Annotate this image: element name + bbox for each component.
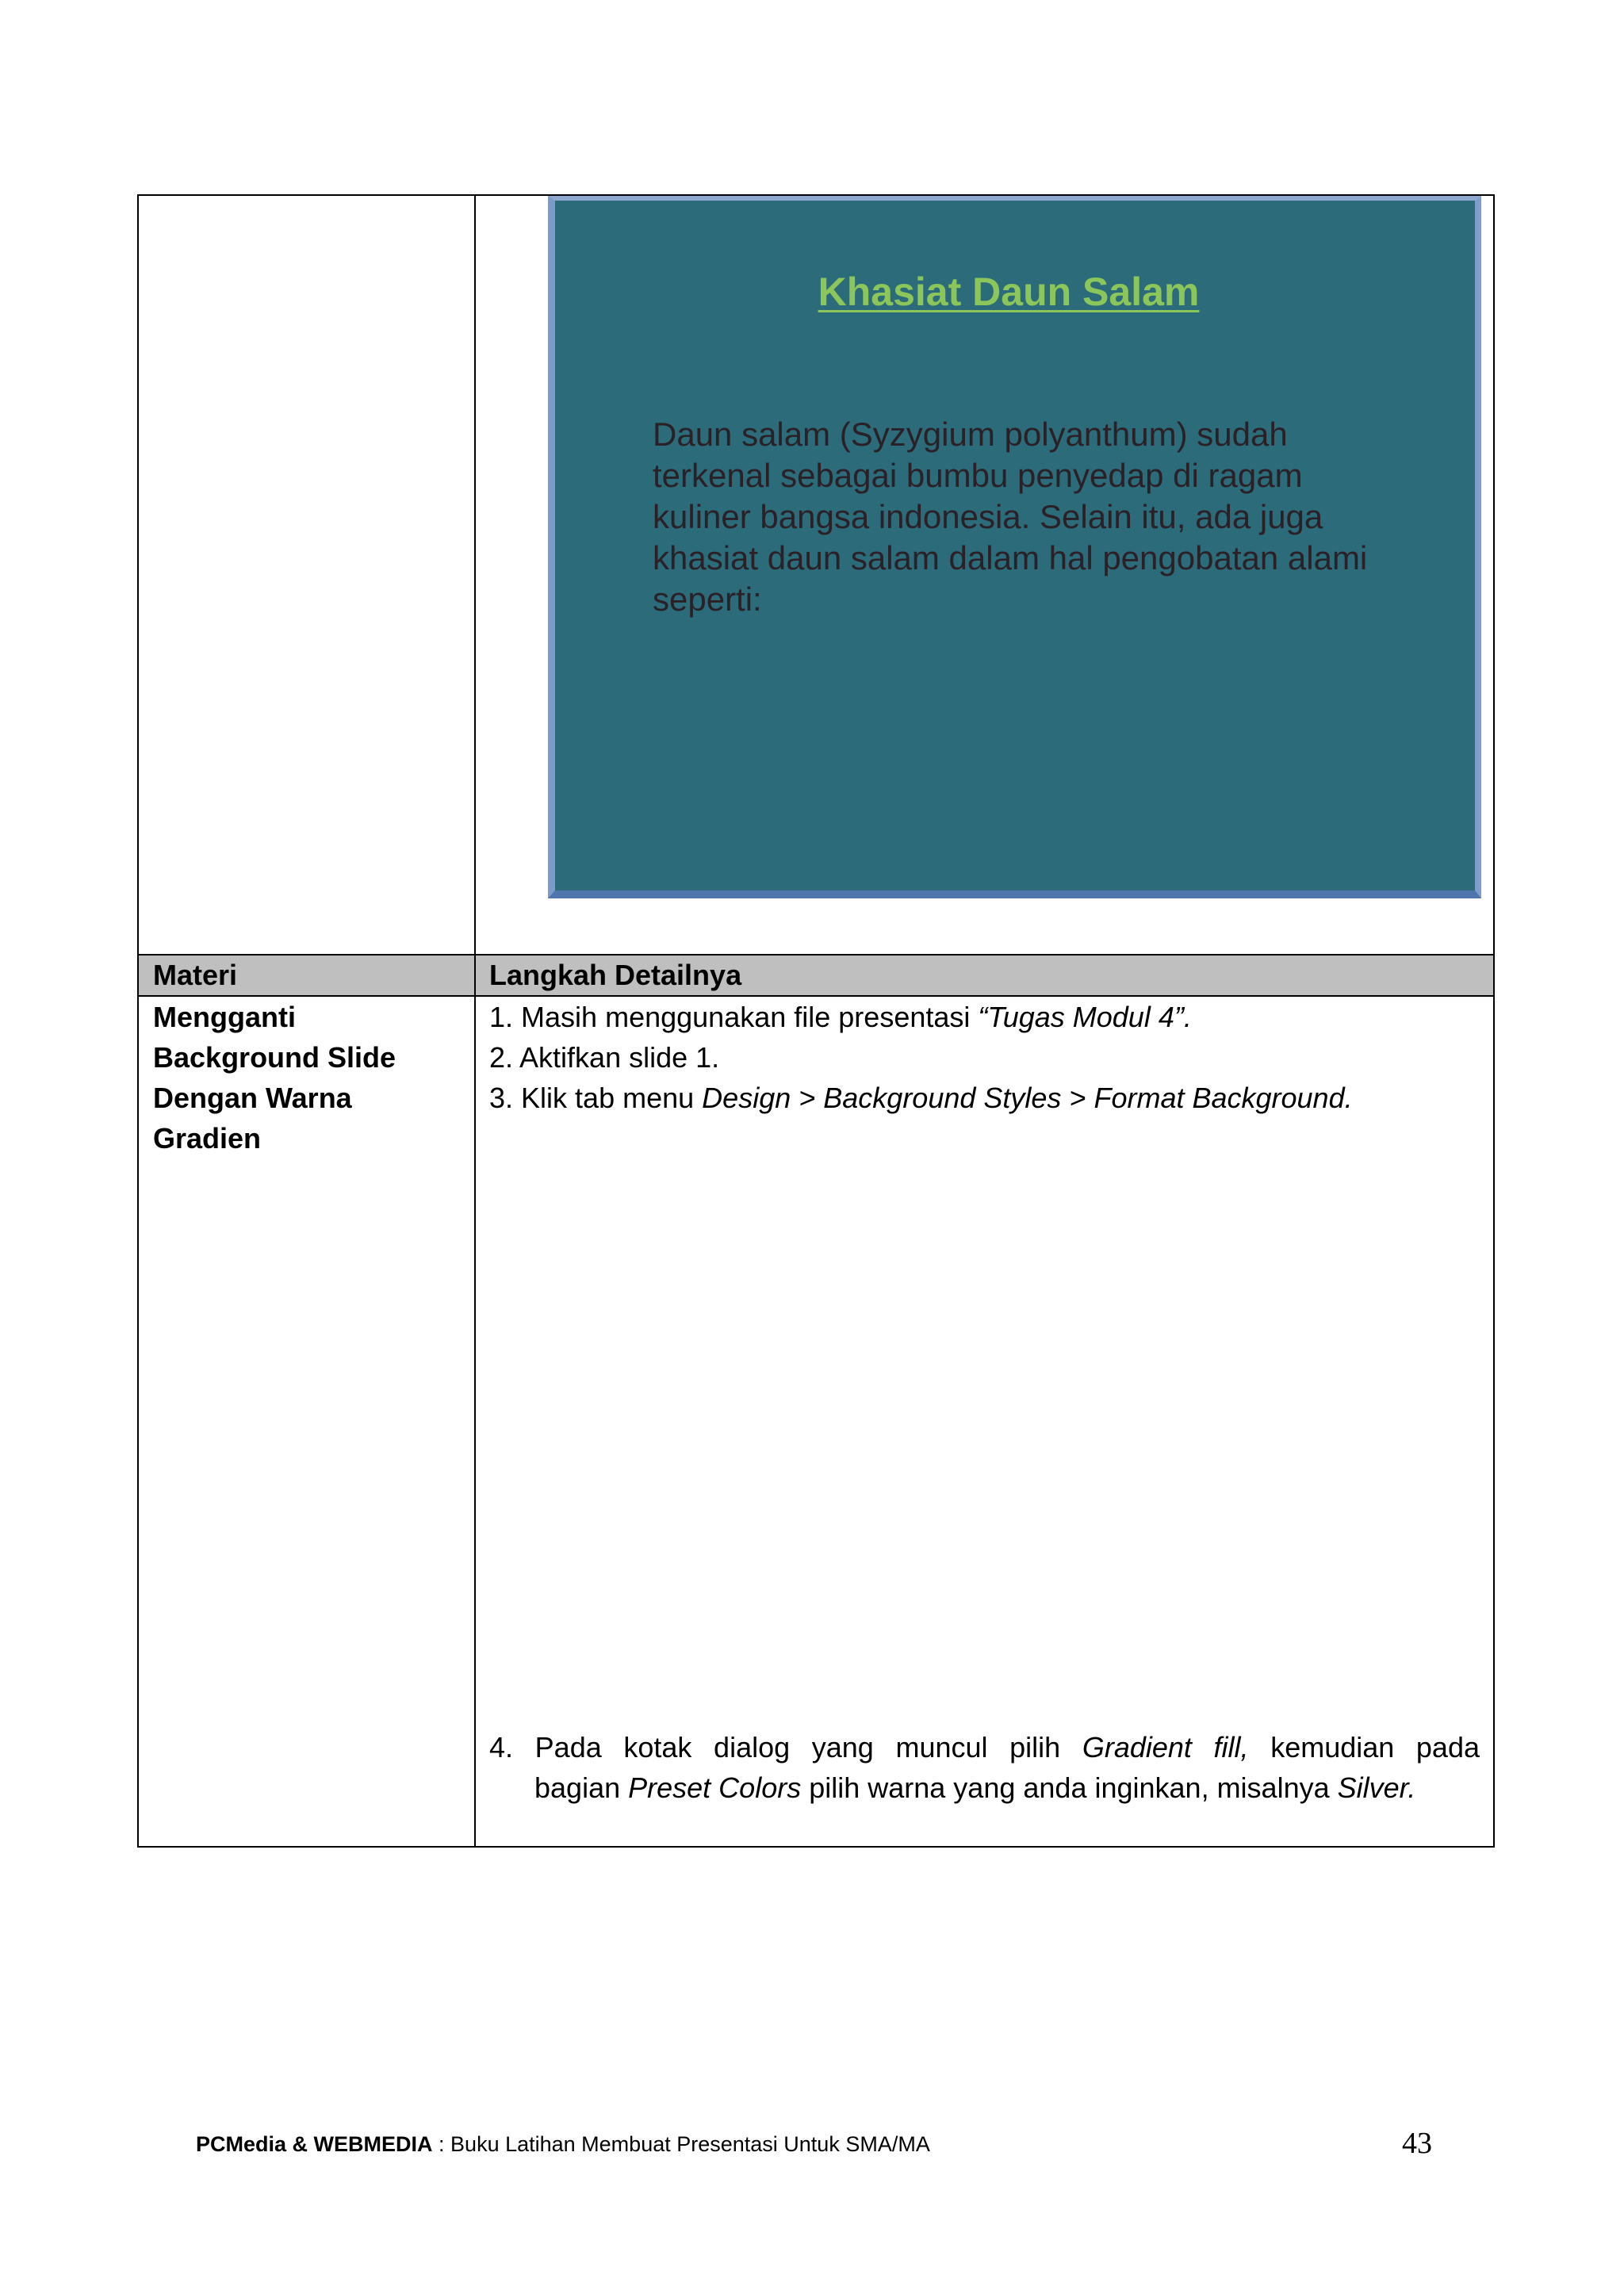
header-materi: Materi <box>153 959 238 991</box>
slide-screenshot-cell <box>476 196 1493 954</box>
materi-line: Background Slide <box>153 1041 396 1074</box>
slide-body-line: kuliner bangsa indonesia. Selain itu, ada juga <box>653 498 1323 535</box>
step-text: kemudian pada <box>1270 1731 1480 1764</box>
slide-body-text <box>653 414 1367 620</box>
materi-line: Mengganti <box>153 1001 296 1033</box>
materi-line: Dengan Warna <box>153 1082 352 1114</box>
footer-publisher: PCMedia & WEBMEDIA <box>196 2132 433 2156</box>
step-number: 2. <box>489 1041 514 1074</box>
materi-line: Gradien <box>153 1122 262 1155</box>
header-cell-langkah <box>476 956 1493 995</box>
materi-cell <box>139 997 474 1846</box>
step-text: bagian <box>534 1771 621 1804</box>
lesson-table <box>137 194 1495 1848</box>
slide-body-line: terkenal sebagai bumbu penyedap di ragam <box>653 457 1303 494</box>
step-emphasis: Gradient fill, <box>1082 1731 1249 1764</box>
row-divider <box>139 954 1493 956</box>
step-text: Masih menggunakan file presentasi <box>521 1001 971 1033</box>
step-number: 4. <box>489 1731 514 1764</box>
step-4-line-1 <box>489 1727 1480 1767</box>
step-emphasis: Silver. <box>1337 1771 1416 1804</box>
step-4-line-2 <box>489 1767 1480 1808</box>
step-text: Aktifkan slide 1. <box>519 1041 720 1074</box>
step-text: Klik tab menu <box>521 1082 695 1114</box>
footer-book-title: : Buku Latihan Membuat Presentasi Untuk SMA/MA <box>439 2132 930 2156</box>
page-footer <box>196 2131 930 2158</box>
step-4 <box>489 1727 1480 1808</box>
empty-cell <box>139 196 474 954</box>
slide-body-line: khasiat daun salam dalam hal pengobatan alami <box>653 539 1368 576</box>
step-1 <box>489 997 1480 1037</box>
row-divider <box>139 995 1493 997</box>
slide-title: Khasiat Daun Salam <box>818 270 1200 314</box>
step-2 <box>489 1037 1480 1078</box>
slide-body-line: Daun salam (Syzygium polyanthum) sudah <box>653 416 1288 453</box>
header-cell-materi <box>139 956 474 995</box>
step-number: 3. <box>489 1082 514 1114</box>
page-number: 43 <box>1402 2127 1432 2160</box>
step-number: 1. <box>489 1001 514 1033</box>
blank-space <box>489 1118 1480 1727</box>
step-text: pilih warna yang anda inginkan, misalnya <box>809 1771 1330 1804</box>
slide-body-line: seperti: <box>653 580 762 618</box>
step-3 <box>489 1078 1480 1118</box>
step-emphasis: “Tugas Modul 4”. <box>978 1001 1192 1033</box>
header-langkah-detailnya: Langkah Detailnya <box>489 959 742 991</box>
steps-cell <box>476 997 1493 1846</box>
slide-preview <box>548 196 1481 898</box>
step-text: Pada kotak dialog yang muncul pilih <box>534 1731 1061 1764</box>
step-emphasis: Preset Colors <box>628 1771 802 1804</box>
step-emphasis: Design > Background Styles > Format Background. <box>702 1082 1353 1114</box>
column-divider <box>474 196 476 1846</box>
